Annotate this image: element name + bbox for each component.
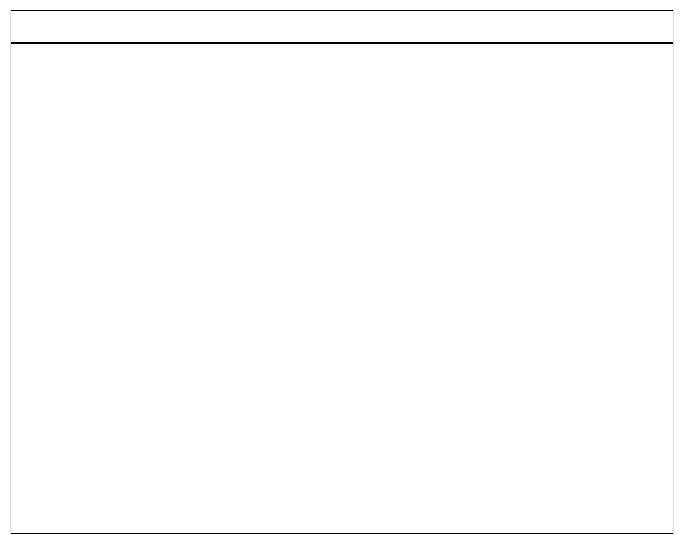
header-norma [334,18,414,36]
header-final [578,18,658,36]
table-left-border [10,10,11,535]
table-top-rule [11,10,673,11]
header-rule [11,42,673,44]
table-right-border [673,10,674,535]
header-inicio [474,18,554,36]
table-bottom-rule [11,533,673,534]
